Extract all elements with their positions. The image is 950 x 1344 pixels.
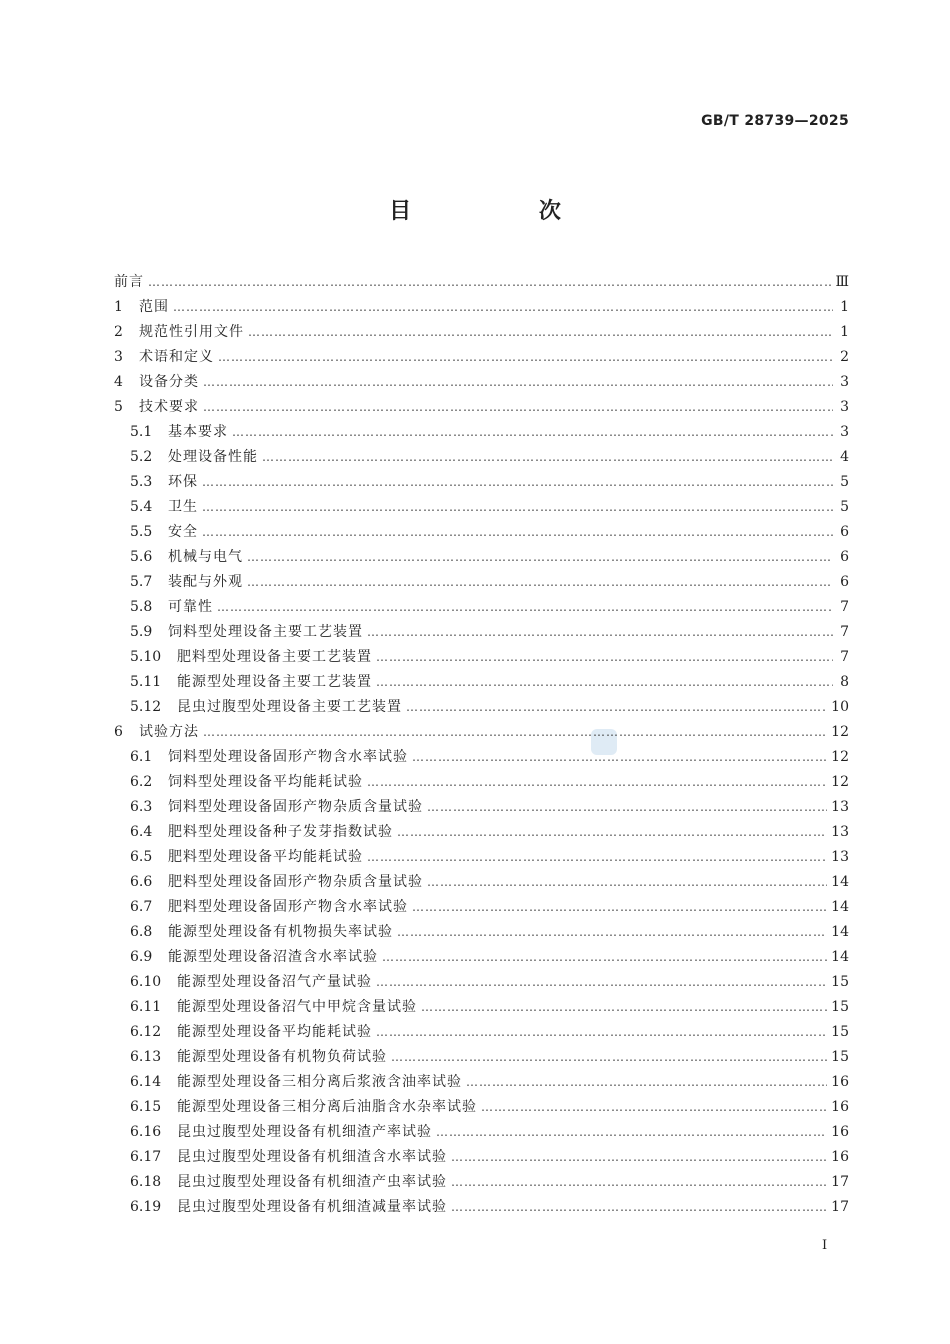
toc-entry-page: 13 [831,799,849,815]
toc-entry-label: 规范性引用文件 [139,324,244,340]
toc-entry-number: 2 [114,324,123,340]
toc-entry-label: 可靠性 [168,599,213,615]
toc-entry[interactable] [114,895,849,920]
toc-entry-number: 6.19 [130,1199,162,1215]
toc-entry[interactable] [114,1045,849,1070]
toc-entry-number: 5 [114,399,123,415]
toc-entry-number: 5.1 [130,424,153,440]
toc-entry-label: 饲料型处理设备平均能耗试验 [168,774,363,790]
toc-entry-page: Ⅲ [835,274,849,290]
toc-entry-page: 1 [840,324,849,340]
toc-entry-page: 14 [831,874,849,890]
toc-leader-dots [367,845,827,870]
toc-leader-dots [466,1070,827,1095]
toc-entry[interactable] [114,720,849,745]
toc-entry-number: 5.9 [130,624,153,640]
toc-entry-label: 饲料型处理设备固形产物含水率试验 [168,749,408,765]
toc-entry-page: 16 [831,1099,849,1115]
toc-entry-label: 处理设备性能 [168,449,258,465]
toc-entry-number: 6.9 [130,949,153,965]
toc-leader-dots [247,570,833,595]
toc-entry-number: 6.1 [130,749,153,765]
toc-entry-label: 昆虫过腹型处理设备有机细渣减量率试验 [177,1199,447,1215]
toc-entry-page: 8 [840,674,849,690]
toc-entry[interactable] [114,570,849,595]
toc-entry-page: 13 [831,849,849,865]
toc-leader-dots [202,470,833,495]
table-of-contents [114,270,849,1220]
toc-entry[interactable] [114,970,849,995]
toc-entry[interactable] [114,520,849,545]
toc-entry[interactable] [114,870,849,895]
page-number: I [822,1238,828,1253]
toc-entry-page: 10 [831,699,849,715]
toc-entry[interactable] [114,1195,849,1220]
toc-entry-page: 6 [840,524,849,540]
toc-entry-number: 5.7 [130,574,153,590]
toc-entry-number: 5.3 [130,474,153,490]
toc-leader-dots [202,520,833,545]
toc-entry-number: 6.11 [130,999,162,1015]
toc-entry-number: 6.15 [130,1099,162,1115]
toc-entry[interactable] [114,595,849,620]
toc-entry-label: 昆虫过腹型处理设备有机细渣产虫率试验 [177,1174,447,1190]
toc-entry-page: 13 [831,824,849,840]
toc-entry[interactable] [114,295,849,320]
toc-entry-page: 3 [840,374,849,390]
toc-entry-label: 肥料型处理设备固形产物含水率试验 [168,899,408,915]
toc-entry-number: 6.8 [130,924,153,940]
toc-entry-page: 6 [840,549,849,565]
toc-entry-number: 6.2 [130,774,153,790]
toc-entry-label: 能源型处理设备有机物负荷试验 [177,1049,387,1065]
toc-entry-label: 饲料型处理设备固形产物杂质含量试验 [168,799,423,815]
toc-leader-dots [376,1020,827,1045]
toc-entry[interactable] [114,545,849,570]
toc-entry-number: 5.5 [130,524,153,540]
toc-entry-page: 14 [831,899,849,915]
page-title: 目 次 [389,199,621,224]
toc-entry-number: 6.18 [130,1174,162,1190]
toc-leader-dots [382,945,827,970]
toc-entry-page: 5 [840,474,849,490]
toc-entry-label: 能源型处理设备有机物损失率试验 [168,924,393,940]
toc-entry[interactable] [114,345,849,370]
toc-leader-dots [412,745,827,770]
toc-leader-dots [148,270,831,295]
toc-entry[interactable] [114,370,849,395]
toc-entry-number: 5.10 [130,649,162,665]
toc-leader-dots [173,295,833,320]
toc-entry-page: 14 [831,949,849,965]
toc-entry-page: 2 [840,349,849,365]
toc-entry-page: 12 [831,749,849,765]
toc-leader-dots [262,445,833,470]
toc-leader-dots [427,870,827,895]
toc-entry-label: 肥料型处理设备种子发芽指数试验 [168,824,393,840]
toc-leader-dots [481,1095,827,1120]
toc-entry-label: 肥料型处理设备平均能耗试验 [168,849,363,865]
toc-entry[interactable] [114,470,849,495]
toc-entry-number: 5.11 [130,674,162,690]
toc-entry-page: 12 [831,724,849,740]
toc-entry-number: 1 [114,299,123,315]
toc-entry-page: 16 [831,1124,849,1140]
toc-leader-dots [376,670,833,695]
toc-leader-dots [451,1145,827,1170]
toc-entry[interactable] [114,495,849,520]
toc-entry-page: 15 [831,974,849,990]
toc-entry-page: 1 [840,299,849,315]
toc-entry-number: 6.17 [130,1149,162,1165]
toc-leader-dots [367,620,833,645]
toc-entry-label: 能源型处理设备沼气产量试验 [177,974,372,990]
toc-entry-label: 饲料型处理设备主要工艺装置 [168,624,363,640]
toc-entry-label: 能源型处理设备沼渣含水率试验 [168,949,378,965]
toc-entry-page: 7 [840,599,849,615]
toc-entry-label: 肥料型处理设备固形产物杂质含量试验 [168,874,423,890]
toc-entry-number: 5.6 [130,549,153,565]
toc-entry-page: 7 [840,624,849,640]
toc-entry[interactable] [114,445,849,470]
toc-entry[interactable] [114,845,849,870]
toc-entry-page: 4 [840,449,849,465]
toc-entry-label: 前言 [114,274,144,290]
toc-entry[interactable] [114,745,849,770]
toc-entry-number: 5.12 [130,699,162,715]
standard-code: GB/T 28739—2025 [701,113,849,129]
toc-entry[interactable] [114,695,849,720]
toc-leader-dots [248,320,833,345]
toc-leader-dots [451,1170,827,1195]
toc-entry-number: 6.12 [130,1024,162,1040]
toc-entry[interactable] [114,770,849,795]
toc-leader-dots [376,970,827,995]
toc-entry[interactable] [114,1170,849,1195]
toc-leader-dots [218,345,833,370]
toc-entry[interactable] [114,395,849,420]
toc-leader-dots [202,495,833,520]
toc-entry-number: 4 [114,374,123,390]
toc-entry-number: 3 [114,349,123,365]
toc-entry-label: 肥料型处理设备主要工艺装置 [177,649,372,665]
toc-entry-number: 6.13 [130,1049,162,1065]
toc-entry[interactable] [114,320,849,345]
toc-leader-dots [397,920,827,945]
toc-entry-number: 6 [114,724,123,740]
toc-entry-page: 7 [840,649,849,665]
toc-entry-page: 17 [831,1174,849,1190]
toc-entry[interactable] [114,270,849,295]
toc-entry-number: 5.4 [130,499,153,515]
toc-leader-dots [203,370,833,395]
toc-entry-page: 6 [840,574,849,590]
toc-entry[interactable] [114,1070,849,1095]
toc-entry-label: 能源型处理设备主要工艺装置 [177,674,372,690]
toc-entry-number: 5.8 [130,599,153,615]
toc-leader-dots [367,770,827,795]
toc-entry-number: 6.7 [130,899,153,915]
toc-entry-label: 设备分类 [139,374,199,390]
toc-entry-label: 昆虫过腹型处理设备有机细渣含水率试验 [177,1149,447,1165]
toc-leader-dots [397,820,827,845]
toc-leader-dots [203,395,833,420]
toc-entry-page: 12 [831,774,849,790]
toc-entry-page: 16 [831,1149,849,1165]
toc-entry[interactable] [114,620,849,645]
toc-entry-page: 16 [831,1074,849,1090]
toc-entry-label: 昆虫过腹型处理设备有机细渣产率试验 [177,1124,432,1140]
toc-leader-dots [217,595,833,620]
toc-entry[interactable] [114,920,849,945]
toc-entry[interactable] [114,795,849,820]
toc-entry-label: 装配与外观 [168,574,243,590]
toc-entry[interactable] [114,945,849,970]
toc-entry-label: 能源型处理设备沼气中甲烷含量试验 [177,999,417,1015]
toc-entry-number: 6.10 [130,974,162,990]
toc-entry[interactable] [114,1020,849,1045]
toc-entry[interactable] [114,420,849,445]
toc-entry-page: 15 [831,1024,849,1040]
toc-entry-number: 6.4 [130,824,153,840]
toc-leader-dots [436,1120,827,1145]
toc-entry-page: 15 [831,1049,849,1065]
toc-entry-page: 17 [831,1199,849,1215]
toc-entry-label: 基本要求 [168,424,228,440]
toc-entry[interactable] [114,645,849,670]
toc-leader-dots [412,895,827,920]
toc-entry-number: 6.5 [130,849,153,865]
toc-entry-number: 6.3 [130,799,153,815]
toc-entry-label: 术语和定义 [139,349,214,365]
toc-entry-number: 6.16 [130,1124,162,1140]
toc-leader-dots [203,720,827,745]
toc-entry[interactable] [114,1145,849,1170]
toc-entry[interactable] [114,1120,849,1145]
toc-entry-label: 环保 [168,474,198,490]
toc-entry-label: 能源型处理设备三相分离后油脂含水杂率试验 [177,1099,477,1115]
toc-entry[interactable] [114,995,849,1020]
toc-leader-dots [427,795,827,820]
toc-entry[interactable] [114,820,849,845]
toc-entry-page: 14 [831,924,849,940]
toc-leader-dots [232,420,833,445]
toc-leader-dots [421,995,827,1020]
toc-entry-label: 范围 [139,299,169,315]
toc-leader-dots [406,695,827,720]
toc-entry-label: 能源型处理设备三相分离后浆液含油率试验 [177,1074,462,1090]
toc-entry-label: 机械与电气 [168,549,243,565]
toc-entry-label: 安全 [168,524,198,540]
toc-entry-label: 能源型处理设备平均能耗试验 [177,1024,372,1040]
toc-entry[interactable] [114,1095,849,1120]
toc-entry-label: 试验方法 [139,724,199,740]
toc-entry-number: 6.6 [130,874,153,890]
toc-leader-dots [451,1195,827,1220]
toc-entry-page: 3 [840,399,849,415]
toc-entry-label: 昆虫过腹型处理设备主要工艺装置 [177,699,402,715]
toc-entry-label: 卫生 [168,499,198,515]
toc-leader-dots [376,645,833,670]
toc-entry-page: 5 [840,499,849,515]
toc-leader-dots [247,545,833,570]
toc-entry[interactable] [114,670,849,695]
toc-entry-page: 3 [840,424,849,440]
toc-leader-dots [391,1045,827,1070]
toc-entry-number: 5.2 [130,449,153,465]
toc-entry-page: 15 [831,999,849,1015]
toc-entry-number: 6.14 [130,1074,162,1090]
toc-entry-label: 技术要求 [139,399,199,415]
